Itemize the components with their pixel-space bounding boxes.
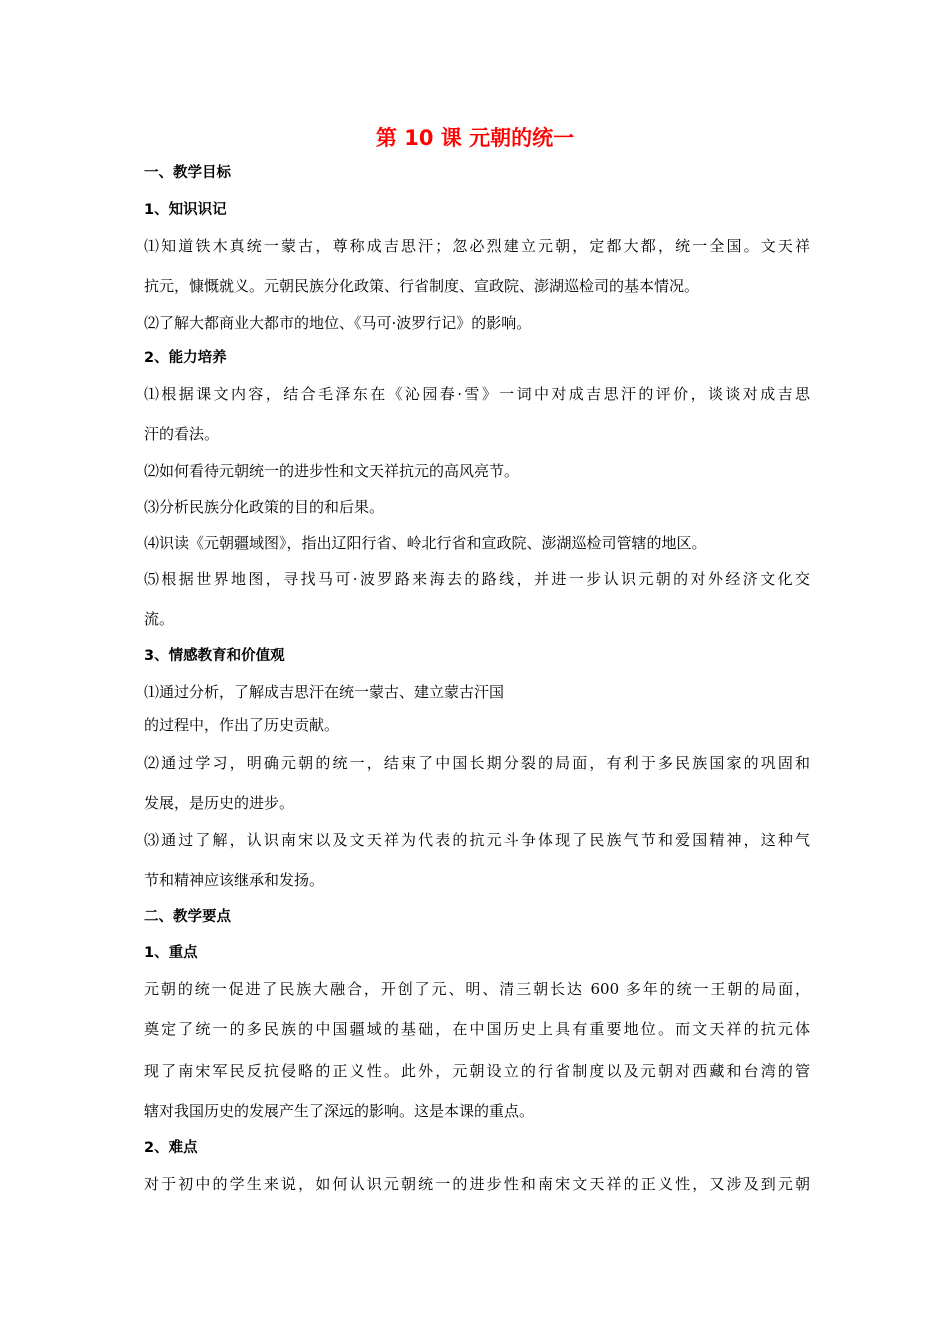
emotion-item-3-line-2: 节和精神应该继承和发扬。 <box>144 871 325 889</box>
knowledge-item-1-line-2: 抗元，慷慨就义。元朝民族分化政策、行省制度、宣政院、澎湖巡检司的基本情况。 <box>144 277 700 295</box>
key-point-line-4: 辖对我国历史的发展产生了深远的影响。这是本课的重点。 <box>144 1102 535 1120</box>
subsection-heading-key-point: 1、重点 <box>144 945 198 961</box>
lesson-title: 第 10 课 元朝的统一 <box>375 126 575 150</box>
subsection-heading-ability: 2、能力培养 <box>144 350 227 366</box>
knowledge-item-1-line-1: ⑴知道铁木真统一蒙古，尊称成吉思汗；忽必烈建立元朝，定都大都，统一全国。文天祥 <box>144 237 810 255</box>
section-heading-teaching-points: 二、教学要点 <box>144 909 231 925</box>
knowledge-item-2: ⑵了解大都商业大都市的地位、《马可·波罗行记》的影响。 <box>144 314 532 332</box>
section-heading-teaching-goals: 一、教学目标 <box>144 165 231 181</box>
ability-item-1-line-1: ⑴根据课文内容，结合毛泽东在《沁园春·雪》一词中对成吉思汗的评价，谈谈对成吉思 <box>144 385 810 403</box>
ability-item-4: ⑷识读《元朝疆域图》，指出辽阳行省、岭北行省和宣政院、澎湖巡检司管辖的地区。 <box>144 534 707 552</box>
emotion-item-1-line-1: ⑴通过分析，了解成吉思汗在统一蒙古、建立蒙古汗国 <box>144 683 505 701</box>
emotion-item-1-line-2: 的过程中，作出了历史贡献。 <box>144 716 340 734</box>
ability-item-1-line-2: 汗的看法。 <box>144 425 220 443</box>
subsection-heading-emotion-values: 3、情感教育和价值观 <box>144 648 285 664</box>
ability-item-2: ⑵如何看待元朝统一的进步性和文天祥抗元的高风亮节。 <box>144 462 520 480</box>
ability-item-3: ⑶分析民族分化政策的目的和后果。 <box>144 498 385 516</box>
emotion-item-2-line-1: ⑵通过学习，明确元朝的统一，结束了中国长期分裂的局面，有利于多民族国家的巩固和 <box>144 754 810 772</box>
key-point-line-2: 奠定了统一的多民族的中国疆域的基础，在中国历史上具有重要地位。而文天祥的抗元体 <box>144 1020 810 1038</box>
ability-item-5-line-1: ⑸根据世界地图，寻找马可·波罗路来海去的路线，并进一步认识元朝的对外经济文化交 <box>144 570 810 588</box>
key-point-line-3: 现了南宋军民反抗侵略的正义性。此外，元朝设立的行省制度以及元朝对西藏和台湾的管 <box>144 1062 810 1080</box>
emotion-item-3-line-1: ⑶通过了解，认识南宋以及文天祥为代表的抗元斗争体现了民族气节和爱国精神，这种气 <box>144 831 810 849</box>
difficulty-line-1: 对于初中的学生来说，如何认识元朝统一的进步性和南宋文天祥的正义性，又涉及到元朝 <box>144 1175 810 1193</box>
key-point-line-1: 元朝的统一促进了民族大融合，开创了元、明、清三朝长达 600 多年的统一王朝的局面， <box>144 980 810 998</box>
subsection-heading-knowledge: 1、知识识记 <box>144 202 227 218</box>
ability-item-5-line-2: 流。 <box>144 610 175 628</box>
emotion-item-2-line-2: 发展，是历史的进步。 <box>144 794 295 812</box>
subsection-heading-difficulty: 2、难点 <box>144 1140 198 1156</box>
